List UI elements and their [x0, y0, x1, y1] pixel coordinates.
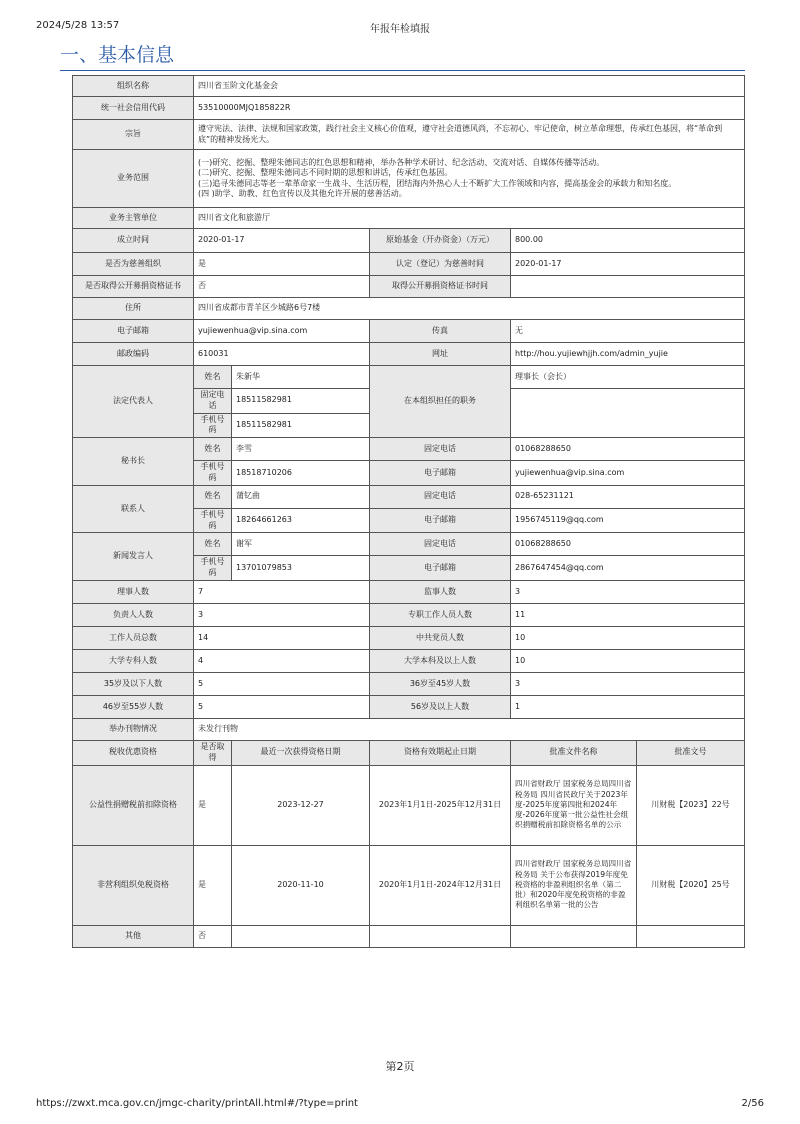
- tax-period: 2023年1月1日-2025年12月31日: [370, 765, 511, 845]
- section-divider: [60, 70, 745, 71]
- print-timestamp: 2024/5/28 13:57: [36, 20, 120, 31]
- legal-rep-mobile-label: 手机号码: [194, 413, 232, 438]
- tax-date: 2023-12-27: [232, 765, 370, 845]
- stat-value: 5: [194, 672, 370, 695]
- stat-value: 3: [511, 580, 745, 603]
- scope-label: 业务范围: [73, 150, 194, 208]
- legal-rep-name-value: 朱新华: [232, 366, 370, 389]
- legal-rep-position-value: 理事长（会长）: [511, 366, 745, 389]
- spokesperson-mobile-value: 13701079853: [232, 556, 370, 581]
- stat-label: 56岁及以上人数: [370, 695, 511, 718]
- publication-value: 未发行刊物: [194, 718, 745, 740]
- purpose-value: 遵守宪法、法律、法规和国家政策，践行社会主义核心价值观，遵守社会道德风尚，不忘初心、牢记使命，树立革命理想，传承红色基因，将“革命到底”的精神发扬光大。: [194, 120, 745, 150]
- tax-name: 公益性捐赠税前扣除资格: [73, 765, 194, 845]
- scope-item: (一)研究、挖掘、整理朱德同志的红色思想和精神，举办各种学术研讨、纪念活动、交流对话、自媒体传播等活动。: [198, 157, 605, 167]
- stat-value: 3: [511, 672, 745, 695]
- tax-number: 川财税【2023】22号: [637, 765, 745, 845]
- tax-other-value: 否: [194, 925, 232, 947]
- contact-mobile-label: 手机号码: [194, 508, 232, 533]
- stat-label: 大学本科及以上人数: [370, 649, 511, 672]
- stat-label: 监事人数: [370, 580, 511, 603]
- fund-label: 原始基金（开办资金）（万元）: [370, 229, 511, 253]
- legal-rep-position-extra: [511, 389, 745, 438]
- legal-rep-mobile-value: 18511582981: [232, 413, 370, 438]
- spokesperson-phone-value: 01068288650: [511, 533, 745, 556]
- legal-rep-phone-label: 固定电话: [194, 389, 232, 414]
- tax-header-cell: 是否取得: [194, 740, 232, 765]
- tax-header-cell: 税收优惠资格: [73, 740, 194, 765]
- stat-value: 14: [194, 626, 370, 649]
- stat-value: 4: [194, 649, 370, 672]
- secretary-email-value: yujiewenhua@vip.sina.com: [511, 461, 745, 486]
- contact-label: 联系人: [73, 485, 194, 533]
- fax-value: 无: [511, 320, 745, 343]
- print-url: https://zwxt.mca.gov.cn/jmgc-charity/printAll.html#/?type=print: [36, 1098, 358, 1109]
- tax-other-empty: [370, 925, 511, 947]
- basic-info-table: [72, 75, 745, 948]
- stat-label: 理事人数: [73, 580, 194, 603]
- tax-other-empty: [637, 925, 745, 947]
- secretary-label: 秘书长: [73, 438, 194, 486]
- spokesperson-name-label: 姓名: [194, 533, 232, 556]
- postcode-value: 610031: [194, 343, 370, 366]
- stat-value: 1: [511, 695, 745, 718]
- scope-item: (四 )助学、助教、红色宣传以及其他允许开展的慈善活动。: [198, 188, 407, 198]
- tax-obtained: 是: [194, 845, 232, 925]
- public-cert-value: 否: [194, 276, 370, 298]
- stat-label: 大学专科人数: [73, 649, 194, 672]
- page-number: 第2页: [385, 1060, 415, 1073]
- tax-date: 2020-11-10: [232, 845, 370, 925]
- charity-label: 是否为慈善组织: [73, 253, 194, 276]
- charity-value: 是: [194, 253, 370, 276]
- tax-header-cell: 批准文件名称: [511, 740, 637, 765]
- fund-value: 800.00: [511, 229, 745, 253]
- org-name-value: 四川省玉阶文化基金会: [194, 76, 745, 97]
- stat-label: 专职工作人员人数: [370, 603, 511, 626]
- tax-obtained: 是: [194, 765, 232, 845]
- contact-email-label: 电子邮箱: [370, 508, 511, 533]
- website-label: 网址: [370, 343, 511, 366]
- secretary-email-label: 电子邮箱: [370, 461, 511, 486]
- section-title: 一、基本信息: [60, 44, 175, 66]
- spokesperson-name-value: 谢军: [232, 533, 370, 556]
- email-label: 电子邮箱: [73, 320, 194, 343]
- spokesperson-label: 新闻发言人: [73, 533, 194, 581]
- contact-email-value: 1956745119@qq.com: [511, 508, 745, 533]
- secretary-name-label: 姓名: [194, 438, 232, 461]
- secretary-mobile-label: 手机号码: [194, 461, 232, 486]
- stat-label: 工作人员总数: [73, 626, 194, 649]
- secretary-mobile-value: 18518710206: [232, 461, 370, 486]
- founded-label: 成立时间: [73, 229, 194, 253]
- tax-other-label: 其他: [73, 925, 194, 947]
- recognized-label: 认定（登记）为慈善时间: [370, 253, 511, 276]
- purpose-label: 宗旨: [73, 120, 194, 150]
- secretary-phone-value: 01068288650: [511, 438, 745, 461]
- spokesperson-phone-label: 固定电话: [370, 533, 511, 556]
- authority-label: 业务主管单位: [73, 208, 194, 229]
- stat-value: 10: [511, 649, 745, 672]
- tax-doc: 四川省财政厅 国家税务总局四川省税务局 四川省民政厅关于2023年度-2025年度第四批和2024年度-2026年度第一批公益性社会组织捐赠税前扣除资格名单的公示: [511, 765, 637, 845]
- stat-value: 5: [194, 695, 370, 718]
- public-cert-time-value: [511, 276, 745, 298]
- tax-number: 川财税【2020】25号: [637, 845, 745, 925]
- page-count: 2/56: [741, 1098, 764, 1109]
- stat-value: 11: [511, 603, 745, 626]
- stat-label: 46岁至55岁人数: [73, 695, 194, 718]
- public-cert-label: 是否取得公开募捐资格证书: [73, 276, 194, 298]
- stat-value: 10: [511, 626, 745, 649]
- scope-value: [194, 150, 745, 208]
- publication-label: 举办刊物情况: [73, 718, 194, 740]
- legal-rep-phone-value: 18511582981: [232, 389, 370, 414]
- org-name-label: 组织名称: [73, 76, 194, 97]
- secretary-phone-label: 固定电话: [370, 438, 511, 461]
- address-label: 住所: [73, 298, 194, 320]
- fax-label: 传真: [370, 320, 511, 343]
- legal-rep-name-label: 姓名: [194, 366, 232, 389]
- secretary-name-value: 李雪: [232, 438, 370, 461]
- address-value: 四川省成都市青羊区少城路6号7楼: [194, 298, 745, 320]
- tax-other-empty: [511, 925, 637, 947]
- page-header-title: 年报年检填报: [370, 24, 430, 35]
- scope-item: (三)追寻朱德同志等老一辈革命家一生战斗、生活历程，团结海内外热心人士不断扩大工作领域和内容，提高基金会的承载力和知名度。: [198, 178, 677, 188]
- scope-item: (二)研究、挖掘、整理朱德同志不同时期的思想和讲话，传承红色基因。: [198, 168, 453, 178]
- founded-value: 2020-01-17: [194, 229, 370, 253]
- tax-doc: 四川省财政厅 国家税务总局四川省税务局 关于公布获得2019年度免税资格的非盈利组织名单（第二批）和2020年度免税资格的非盈利组织名单第一批的公告: [511, 845, 637, 925]
- stat-value: 7: [194, 580, 370, 603]
- tax-header-cell: 资格有效期起止日期: [370, 740, 511, 765]
- tax-period: 2020年1月1日-2024年12月31日: [370, 845, 511, 925]
- tax-name: 非营利组织免税资格: [73, 845, 194, 925]
- credit-code-value: 53510000MJQ185822R: [194, 97, 745, 120]
- contact-name-label: 姓名: [194, 485, 232, 508]
- website-value: http://hou.yujiewhjjh.com/admin_yujie: [511, 343, 745, 366]
- postcode-label: 邮政编码: [73, 343, 194, 366]
- email-value: yujiewenhua@vip.sina.com: [194, 320, 370, 343]
- tax-header-cell: 最近一次获得资格日期: [232, 740, 370, 765]
- authority-value: 四川省文化和旅游厅: [194, 208, 745, 229]
- public-cert-time-label: 取得公开募捐资格证书时间: [370, 276, 511, 298]
- tax-header-cell: 批准文号: [637, 740, 745, 765]
- stat-value: 3: [194, 603, 370, 626]
- stat-label: 中共党员人数: [370, 626, 511, 649]
- spokesperson-email-value: 2867647454@qq.com: [511, 556, 745, 581]
- contact-phone-value: 028-65231121: [511, 485, 745, 508]
- contact-mobile-value: 18264661263: [232, 508, 370, 533]
- recognized-value: 2020-01-17: [511, 253, 745, 276]
- spokesperson-mobile-label: 手机号码: [194, 556, 232, 581]
- legal-rep-position-label: 在本组织担任的职务: [370, 366, 511, 438]
- spokesperson-email-label: 电子邮箱: [370, 556, 511, 581]
- credit-code-label: 统一社会信用代码: [73, 97, 194, 120]
- stat-label: 负责人人数: [73, 603, 194, 626]
- tax-other-empty: [232, 925, 370, 947]
- stat-label: 36岁至45岁人数: [370, 672, 511, 695]
- stat-label: 35岁及以下人数: [73, 672, 194, 695]
- legal-rep-label: 法定代表人: [73, 366, 194, 438]
- contact-name-value: 蒲钇曲: [232, 485, 370, 508]
- contact-phone-label: 固定电话: [370, 485, 511, 508]
